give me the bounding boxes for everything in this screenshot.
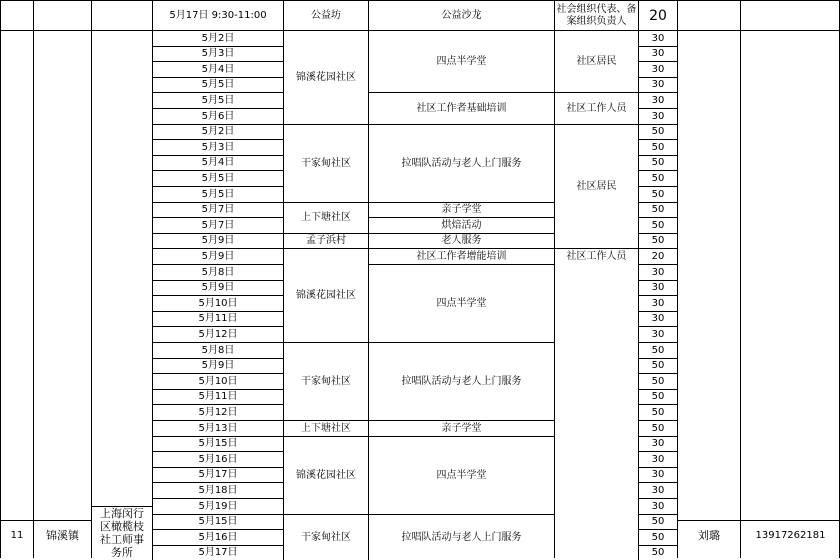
date-cell: 5月15日 <box>152 436 283 451</box>
date-cell: 5月11日 <box>152 311 283 326</box>
count-cell: 50 <box>638 514 677 529</box>
date-cell: 5月8日 <box>152 264 283 280</box>
count-cell: 30 <box>638 92 677 108</box>
count-cell: 50 <box>638 124 677 139</box>
activity-cell: 亲子学堂 <box>368 202 554 217</box>
date-cell: 5月5日 <box>152 186 283 202</box>
venue-cell: 锦溪花园社区 <box>283 30 368 124</box>
activity-cell: 四点半学堂 <box>368 436 554 514</box>
count-cell: 50 <box>638 202 677 217</box>
date-cell: 5月5日 <box>152 77 283 92</box>
count-cell: 30 <box>638 436 677 451</box>
date-cell: 5月11日 <box>152 389 283 404</box>
date-cell: 5月9日 <box>152 280 283 295</box>
date-cell: 5月10日 <box>152 295 283 311</box>
column-divider <box>0 0 1 558</box>
column-divider <box>638 0 639 558</box>
audience-cell: 社区工作人员 <box>554 92 638 124</box>
date-cell: 5月9日 <box>152 248 283 264</box>
column-divider <box>368 0 369 558</box>
column-divider <box>677 0 678 558</box>
date-cell: 5月2日 <box>152 30 283 46</box>
date-cell: 5月12日 <box>152 404 283 420</box>
count-cell: 30 <box>638 264 677 280</box>
column-divider <box>554 0 555 558</box>
count-cell: 30 <box>638 498 677 514</box>
count-cell: 30 <box>638 61 677 77</box>
activity-cell: 拉唱队活动与老人上门服务 <box>368 124 554 202</box>
activity-cell: 烘焙活动 <box>368 217 554 233</box>
count-cell: 30 <box>638 280 677 295</box>
count-cell: 50 <box>638 139 677 155</box>
audience-cell: 社区居民 <box>554 124 638 248</box>
date-cell: 5月6日 <box>152 108 283 124</box>
row-divider <box>0 0 840 1</box>
count-cell: 30 <box>638 77 677 92</box>
organizer-cell: 上海闵行区橄榄枝社工师事务所 <box>91 506 152 558</box>
date-cell: 5月2日 <box>152 124 283 139</box>
date-cell: 5月17日 <box>152 467 283 482</box>
activity-cell: 老人服务 <box>368 233 554 248</box>
venue-cell: 锦溪花园社区 <box>283 436 368 514</box>
count-cell: 50 <box>638 217 677 233</box>
activity-cell: 拉唱队活动与老人上门服务 <box>368 342 554 420</box>
column-divider <box>33 0 34 558</box>
count-cell: 30 <box>638 108 677 124</box>
date-cell: 5月3日 <box>152 46 283 61</box>
date-cell: 5月12日 <box>152 326 283 342</box>
count-cell: 30 <box>638 482 677 498</box>
phone-cell: 13917262181 <box>740 520 840 550</box>
activity-cell: 社区工作者基础培训 <box>368 92 554 124</box>
venue-cell: 孟子浜村 <box>283 233 368 248</box>
contact-cell: 刘璐 <box>677 520 740 550</box>
column-divider <box>740 0 741 558</box>
date-cell: 5月19日 <box>152 498 283 514</box>
date-cell: 5月13日 <box>152 420 283 436</box>
header-time-cell: 5月17日 9:30-11:00 <box>152 0 283 30</box>
date-cell: 5月5日 <box>152 92 283 108</box>
count-cell: 30 <box>638 326 677 342</box>
count-cell: 50 <box>638 545 677 560</box>
count-cell: 30 <box>638 451 677 467</box>
date-cell: 5月4日 <box>152 155 283 170</box>
row-number-cell: 11 <box>0 520 33 550</box>
count-cell: 50 <box>638 373 677 389</box>
date-cell: 5月17日 <box>152 545 283 560</box>
count-cell: 50 <box>638 233 677 248</box>
header-activity-cell: 公益沙龙 <box>368 0 554 30</box>
count-cell: 50 <box>638 186 677 202</box>
venue-cell: 锦溪花园社区 <box>283 248 368 342</box>
date-cell: 5月7日 <box>152 217 283 233</box>
date-cell: 5月3日 <box>152 139 283 155</box>
count-cell: 30 <box>638 295 677 311</box>
activity-cell: 社区工作者增能培训 <box>368 248 554 264</box>
header-venue-cell: 公益坊 <box>283 0 368 30</box>
count-cell: 30 <box>638 311 677 326</box>
row-divider <box>0 30 840 31</box>
count-cell: 30 <box>638 30 677 46</box>
activity-cell: 拉唱队活动与老人上门服务 <box>368 514 554 560</box>
venue-cell: 干家甸社区 <box>283 124 368 202</box>
venue-cell: 上下塘社区 <box>283 202 368 233</box>
count-cell: 50 <box>638 170 677 186</box>
column-divider <box>152 0 153 558</box>
date-cell: 5月7日 <box>152 202 283 217</box>
count-cell: 50 <box>638 529 677 545</box>
date-cell: 5月9日 <box>152 358 283 373</box>
venue-cell: 干家甸社区 <box>283 514 368 560</box>
count-cell: 50 <box>638 358 677 373</box>
count-cell: 50 <box>638 404 677 420</box>
count-cell: 20 <box>638 248 677 264</box>
column-divider <box>91 0 92 558</box>
count-cell: 50 <box>638 342 677 358</box>
count-cell: 50 <box>638 420 677 436</box>
date-cell: 5月15日 <box>152 514 283 529</box>
date-cell: 5月16日 <box>152 451 283 467</box>
date-cell: 5月9日 <box>152 233 283 248</box>
header-audience-cell: 社会组织代表、备案组织负责人 <box>554 0 638 30</box>
activity-cell: 四点半学堂 <box>368 264 554 342</box>
count-cell: 30 <box>638 46 677 61</box>
activity-cell: 亲子学堂 <box>368 420 554 436</box>
activity-cell: 四点半学堂 <box>368 30 554 92</box>
column-divider <box>283 0 284 558</box>
count-cell: 50 <box>638 155 677 170</box>
audience-cell: 社区工作人员 <box>554 248 638 264</box>
date-cell: 5月16日 <box>152 529 283 545</box>
count-cell: 50 <box>638 389 677 404</box>
date-cell: 5月8日 <box>152 342 283 358</box>
venue-cell: 上下塘社区 <box>283 420 368 436</box>
header-count-cell: 20 <box>638 0 677 30</box>
audience-cell: 社区居民 <box>554 30 638 92</box>
date-cell: 5月5日 <box>152 170 283 186</box>
count-cell: 30 <box>638 467 677 482</box>
venue-cell: 干家甸社区 <box>283 342 368 420</box>
date-cell: 5月10日 <box>152 373 283 389</box>
town-cell: 锦溪镇 <box>33 520 91 550</box>
date-cell: 5月18日 <box>152 482 283 498</box>
date-cell: 5月4日 <box>152 61 283 77</box>
